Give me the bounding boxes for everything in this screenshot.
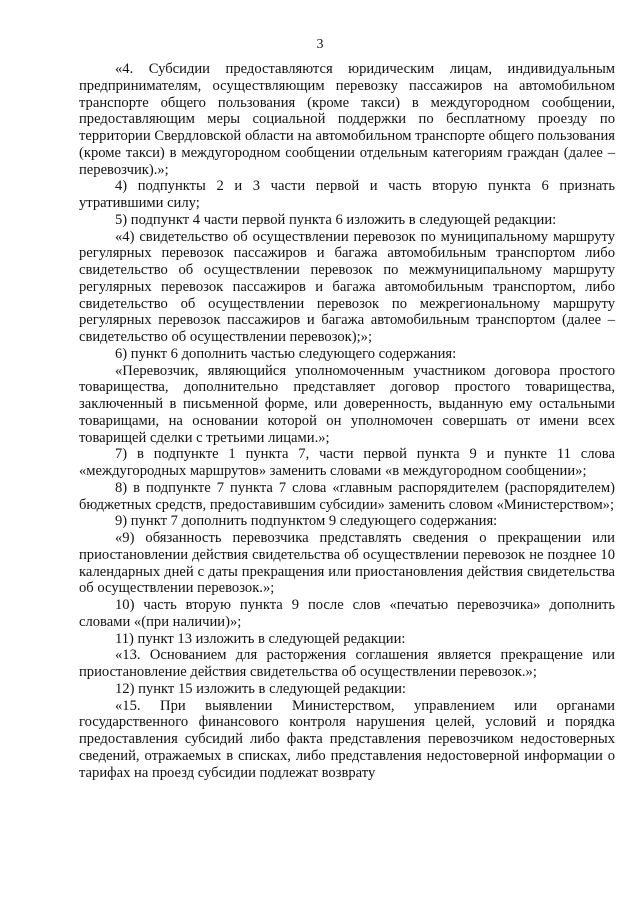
paragraph-amendment-6: 6) пункт 6 дополнить частью следующего содержания:	[115, 345, 457, 362]
paragraph-amendment-7: 7) в подпункте 1 пункта 7, части первой пункта 9 и пункте 11 слова «междугородных маршрутов» заменить словами «в междугородном сообщении»;	[79, 446, 615, 479]
paragraph-termination-grounds: «13. Основанием для расторжения соглашения является прекращение или приостановление действия свидетельства об осуществлении перевозок.»;	[79, 647, 615, 680]
paragraph-item-4-subsidies: «4. Субсидии предоставляются юридическим лицам, индивидуальным предпринимателям, осуществляющим перевозку пассажиров на автомобильном транспорте общего пользования (кроме такси) в междугородном сообщении, предоставляющим меры социальной поддержки по бесплатному проезду по территории Свердловской области на автомобильном транспорте общего пользования (кроме такси) в междугородном сообщении отдельным категориям граждан (далее – перевозчик).»;	[79, 61, 615, 178]
paragraph-amendment-10: 10) часть вторую пункта 9 после слов «печатью перевозчика» дополнить словами «(при наличии)»;	[79, 597, 615, 630]
paragraph-subsidy-return: «15. При выявлении Министерством, управлением или органами государственного финансового контроля нарушения целей, условий и порядка предоставления субсидий либо факта представления перевозчиком недостоверных сведений, отражаемых в списках, либо представления недостоверной информации о тарифах на проезд субсидии подлежат возврату	[79, 697, 615, 781]
paragraph-carrier-partnership: «Перевозчик, являющийся уполномоченным участником договора простого товарищества, дополнительно представляет договор простого товарищества, заключенный в письменной форме, или доверенность, выданную ему остальными товарищами, на основании которой он уполномочен совершать от имени всех товарищей сделки с третьими лицами.»;	[79, 362, 615, 446]
page-number: 3	[316, 37, 324, 52]
document-body	[79, 61, 615, 781]
paragraph-amendment-5: 5) подпункт 4 части первой пункта 6 изложить в следующей редакции:	[115, 211, 557, 228]
paragraph-amendment-4: 4) подпункты 2 и 3 части первой и часть вторую пункта 6 признать утратившими силу;	[79, 178, 615, 211]
paragraph-certificate-text: «4) свидетельство об осуществлении перевозок по муниципальному маршруту регулярных перевозок пассажиров и багажа автомобильным транспортом либо свидетельство об осуществлении перевозок по межмуниципальному маршруту регулярных перевозок пассажиров и багажа автомобильным транспортом, либо свидетельство об осуществлении перевозок по межрегиональному маршруту регулярных перевозок пассажиров и багажа автомобильным транспортом (далее – свидетельство об осуществлении перевозок);»;	[79, 228, 615, 345]
paragraph-amendment-8: 8) в подпункте 7 пункта 7 слова «главным распорядителем (распорядителем) бюджетных средств, предоставившим субсидии» заменить словом «Министерством»;	[79, 479, 615, 513]
paragraph-carrier-obligation: «9) обязанность перевозчика представлять сведения о прекращении или приостановлении действия свидетельства об осуществлении перевозок не позднее 10 календарных дней с даты прекращения или приостановления действия свидетельства об осуществлении перевозок.»;	[79, 530, 615, 597]
paragraph-amendment-9: 9) пункт 7 дополнить подпунктом 9 следующего содержания:	[115, 513, 498, 530]
paragraph-amendment-12: 12) пункт 15 изложить в следующей редакции:	[115, 680, 406, 697]
paragraph-amendment-11: 11) пункт 13 изложить в следующей редакции:	[115, 630, 406, 647]
